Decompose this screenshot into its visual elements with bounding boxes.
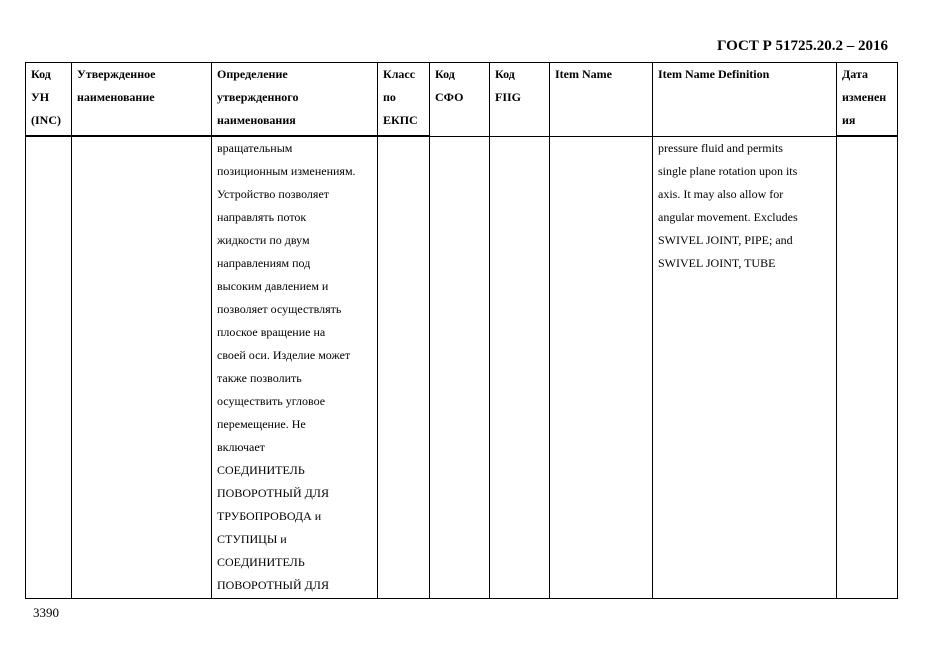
cell-fiig-code bbox=[490, 136, 550, 599]
cell-inc-code bbox=[26, 136, 72, 599]
catalog-table bbox=[25, 62, 898, 599]
cell-item-name-definition: pressure fluid and permits single plane rotation upon its axis. It may also allow for angular movement. Excludes SWIVEL JOINT, PIPE; and SWIVEL JOINT, TUBE bbox=[653, 136, 837, 599]
cell-change-date bbox=[837, 136, 898, 599]
header-change-date: Дата изменен ия bbox=[837, 63, 898, 137]
table-row bbox=[26, 136, 898, 599]
cell-definition-ru: вращательным позиционным изменениям. Устройство позволяет направлять поток жидкости по двум направлениям под высоким давлением и позволяет осуществлять плоское вращение на своей оси. Изделие может также позволить осуществить угловое перемещение. Не включает СОЕДИНИТЕЛЬ ПОВОРОТНЫЙ ДЛЯ ТРУБОПРОВОДА и СТУПИЦЫ и СОЕДИНИТЕЛЬ ПОВОРОТНЫЙ ДЛЯ bbox=[212, 136, 378, 599]
document-code: ГОСТ Р 51725.20.2 – 2016 bbox=[716, 38, 888, 54]
page-number: 3390 bbox=[33, 605, 59, 620]
header-sfo-code: Код СФО bbox=[430, 63, 490, 137]
cell-item-name bbox=[550, 136, 653, 599]
header-item-name: Item Name bbox=[550, 63, 653, 137]
header-item-name-definition: Item Name Definition bbox=[653, 63, 837, 137]
header-ekps-class: Класс по ЕКПС bbox=[378, 63, 430, 137]
header-approved-name: Утвержденное наименование bbox=[72, 63, 212, 137]
cell-approved-name bbox=[72, 136, 212, 599]
cell-ekps-class bbox=[378, 136, 430, 599]
header-definition: Определение утвержденного наименования bbox=[212, 63, 378, 137]
table-header-row bbox=[26, 63, 898, 137]
cell-sfo-code bbox=[430, 136, 490, 599]
header-fiig-code: Код FIIG bbox=[490, 63, 550, 137]
header-inc-code: Код УН (INC) bbox=[26, 63, 72, 137]
